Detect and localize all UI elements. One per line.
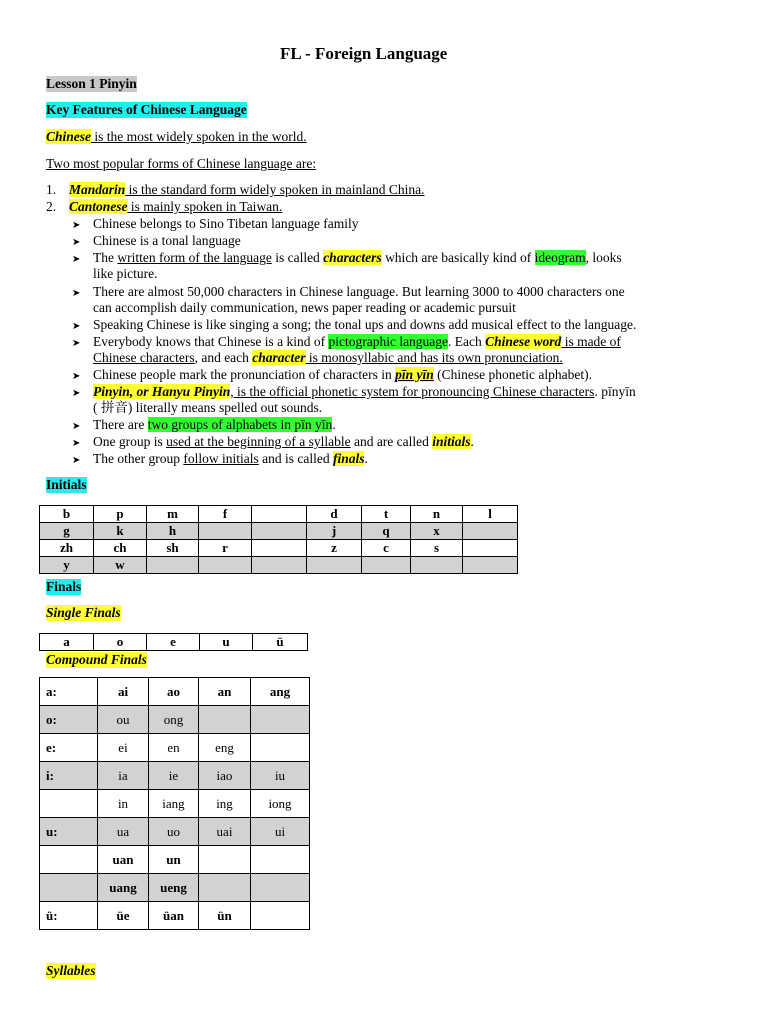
table-cell: iang [149,790,199,818]
numbered-item-2 [46,199,283,215]
table-cell: u [200,634,253,651]
table-cell [199,846,251,874]
bullet-text: is made of [561,334,621,349]
hanyu-pinyin-term: Pinyin, or Hanyu Pinyin [93,384,231,399]
bullet-11 [93,451,368,467]
two-groups-term: two groups of alphabets in pīn yīn [147,417,333,432]
table-row [40,557,518,574]
table-cell: iao [199,762,251,790]
table-cell [463,557,518,574]
table-cell: a: [40,678,98,706]
table-cell: x [411,523,463,540]
intro-word: Chinese [46,129,92,144]
bullet-7 [93,367,592,383]
bullet-text: . pīnyīn [594,384,636,399]
bullet-text: There are [93,417,148,432]
bullet-text: Chinese people mark the pronunciation of characters in [93,367,396,382]
table-cell: uan [98,846,149,874]
table-cell: p [94,506,147,523]
table-cell [199,557,252,574]
arrow-bullet-icon: ➤ [72,254,81,265]
table-row [40,506,518,523]
table-cell: a [40,634,94,651]
bullet-8 [93,384,636,400]
key-features-heading: Key Features of Chinese Language [46,102,247,117]
initials-heading: Initials [46,477,87,492]
table-cell: in [98,790,149,818]
table-cell [199,523,252,540]
table-cell [199,874,251,902]
table-cell: eng [199,734,251,762]
table-cell: ueng [149,874,199,902]
table-cell: an [199,678,251,706]
bullet-6-line-2 [93,350,563,366]
table-cell [252,540,307,557]
table-row [40,734,310,762]
table-cell [307,557,362,574]
table-cell: iu [251,762,310,790]
table-cell [251,734,310,762]
bullet-text: written form of the language [117,250,272,265]
arrow-bullet-icon: ➤ [72,455,81,466]
table-row [40,634,308,651]
cantonese-word: Cantonese [69,199,128,214]
table-cell [251,846,310,874]
table-cell [463,540,518,557]
table-cell: s [411,540,463,557]
bullet-text: The [93,250,118,265]
table-cell: g [40,523,94,540]
table-cell: üan [149,902,199,930]
table-row [40,790,310,818]
table-cell [252,523,307,540]
bullet-9 [93,417,336,433]
table-cell: q [362,523,411,540]
table-row [40,523,518,540]
bullet-text: The other group [93,451,184,466]
table-cell: ai [98,678,149,706]
table-cell: y [40,557,94,574]
bullet-text: , is the official phonetic system for pronouncing Chinese characters [230,384,595,399]
table-cell: i: [40,762,98,790]
table-cell: uai [199,818,251,846]
table-cell: h [147,523,199,540]
table-cell [411,557,463,574]
table-cell [40,874,98,902]
table-cell: j [307,523,362,540]
bullet-text: Chinese characters [93,350,195,365]
table-cell: f [199,506,252,523]
table-cell [40,846,98,874]
table-cell: t [362,506,411,523]
bullet-text: and is called [258,451,333,466]
bullet-2: Chinese is a tonal language [93,233,241,248]
arrow-bullet-icon: ➤ [72,421,81,432]
bullet-3-line-2: like picture. [93,266,158,281]
table-row [40,678,310,706]
table-cell: b [40,506,94,523]
table-cell [199,706,251,734]
compound-finals-heading: Compound Finals [46,652,147,667]
table-cell: o: [40,706,98,734]
table-cell: ch [94,540,147,557]
arrow-bullet-icon: ➤ [72,321,81,332]
table-cell: ün [199,902,251,930]
table-cell: ei [98,734,149,762]
finals-heading: Finals [46,579,82,594]
bullet-text: Everybody knows that Chinese is a kind of [93,334,329,349]
initials-term: initials [432,434,471,449]
table-cell [362,557,411,574]
pictographic-term: pictographic language [328,334,449,349]
page-title: FL - Foreign Language [280,44,448,63]
bullet-8-line-2: ( 拼音) literally means spelled out sounds. [93,400,323,415]
bullet-6 [93,334,621,350]
single-finals-heading: Single Finals [46,605,121,620]
table-cell: ing [199,790,251,818]
table-cell [463,523,518,540]
bullet-text: follow initials [183,451,259,466]
table-cell [147,557,199,574]
table-cell: d [307,506,362,523]
bullet-1: Chinese belongs to Sino Tibetan language family [93,216,359,231]
initials-table [39,505,518,574]
table-row [40,762,310,790]
chinese-word-term: Chinese word [485,334,562,349]
bullet-text: . Each [448,334,486,349]
table-cell: ü: [40,902,98,930]
bullet-text: is monosyllabic and has its own pronunciation. [305,350,563,365]
table-cell: ia [98,762,149,790]
compound-finals-table [39,677,310,930]
table-cell: un [149,846,199,874]
arrow-bullet-icon: ➤ [72,438,81,449]
table-cell: en [149,734,199,762]
bullet-text: used at the beginning of a syllable [166,434,351,449]
lesson-heading: Lesson 1 Pinyin [46,76,137,91]
table-row [40,818,310,846]
table-cell: o [94,634,147,651]
table-cell: üe [98,902,149,930]
bullet-text: (Chinese phonetic alphabet). [433,367,592,382]
ideogram-term: ideogram [534,250,586,265]
characters-term: characters [323,250,382,265]
intro-rest: is the most widely spoken in the world. [91,129,307,144]
table-cell: ang [251,678,310,706]
arrow-bullet-icon: ➤ [72,237,81,248]
table-cell: sh [147,540,199,557]
table-cell: uo [149,818,199,846]
bullet-3 [93,250,622,266]
table-cell: ü [253,634,308,651]
numbered-item-1 [46,182,425,198]
table-cell: c [362,540,411,557]
bullet-text: One group is [93,434,167,449]
bullet-text: . [470,434,474,449]
bullet-text: , and each [194,350,253,365]
table-cell: ong [149,706,199,734]
table-row [40,846,310,874]
table-cell: ie [149,762,199,790]
mandarin-word: Mandarin [69,182,126,197]
table-row [40,540,518,557]
bullet-text: which are basically kind of [381,250,535,265]
table-cell: u: [40,818,98,846]
table-cell [252,506,307,523]
table-cell [251,874,310,902]
table-cell: ui [251,818,310,846]
bullet-text: . [332,417,336,432]
bullet-4: There are almost 50,000 characters in Chinese language. But learning 3000 to 4000 characters one [93,284,625,299]
table-cell: ao [149,678,199,706]
table-cell: ou [98,706,149,734]
table-cell: ua [98,818,149,846]
table-row [40,902,310,930]
table-cell: w [94,557,147,574]
bullet-text: , looks [585,250,622,265]
bullet-10 [93,434,474,450]
table-cell: m [147,506,199,523]
forms-intro: Two most popular forms of Chinese language are: [46,156,317,171]
bullet-text: . [364,451,368,466]
arrow-bullet-icon: ➤ [72,288,81,299]
finals-term: finals [332,451,365,466]
arrow-bullet-icon: ➤ [72,388,81,399]
arrow-bullet-icon: ➤ [72,338,81,349]
table-cell: z [307,540,362,557]
table-cell: k [94,523,147,540]
single-finals-table [39,633,308,651]
intro-line [46,129,307,145]
arrow-bullet-icon: ➤ [72,371,81,382]
table-cell: uang [98,874,149,902]
bullet-text: is called [271,250,324,265]
table-cell [251,706,310,734]
numbered-item-number: 2. [46,199,57,214]
table-cell: e: [40,734,98,762]
table-row [40,874,310,902]
table-cell: n [411,506,463,523]
arrow-bullet-icon: ➤ [72,220,81,231]
table-cell: iong [251,790,310,818]
bullet-text: and are called [350,434,433,449]
numbered-item-text: is mainly spoken in Taiwan. [127,199,283,214]
numbered-item-text: is the standard form widely spoken in mainland China. [125,182,425,197]
syllables-heading: Syllables [46,963,96,978]
table-cell: e [147,634,200,651]
table-cell [40,790,98,818]
table-cell [251,902,310,930]
bullet-4-line-2: can accomplish daily communication, news paper reading or academic pursuit [93,300,516,315]
bullet-5: Speaking Chinese is like singing a song; the tonal ups and downs add musical effect to the language. [93,317,637,332]
table-cell: l [463,506,518,523]
pinyin-term: pīn yīn [395,367,434,382]
table-cell [252,557,307,574]
table-cell: r [199,540,252,557]
numbered-item-number: 1. [46,182,57,197]
character-term: character [252,350,306,365]
table-cell: zh [40,540,94,557]
table-row [40,706,310,734]
